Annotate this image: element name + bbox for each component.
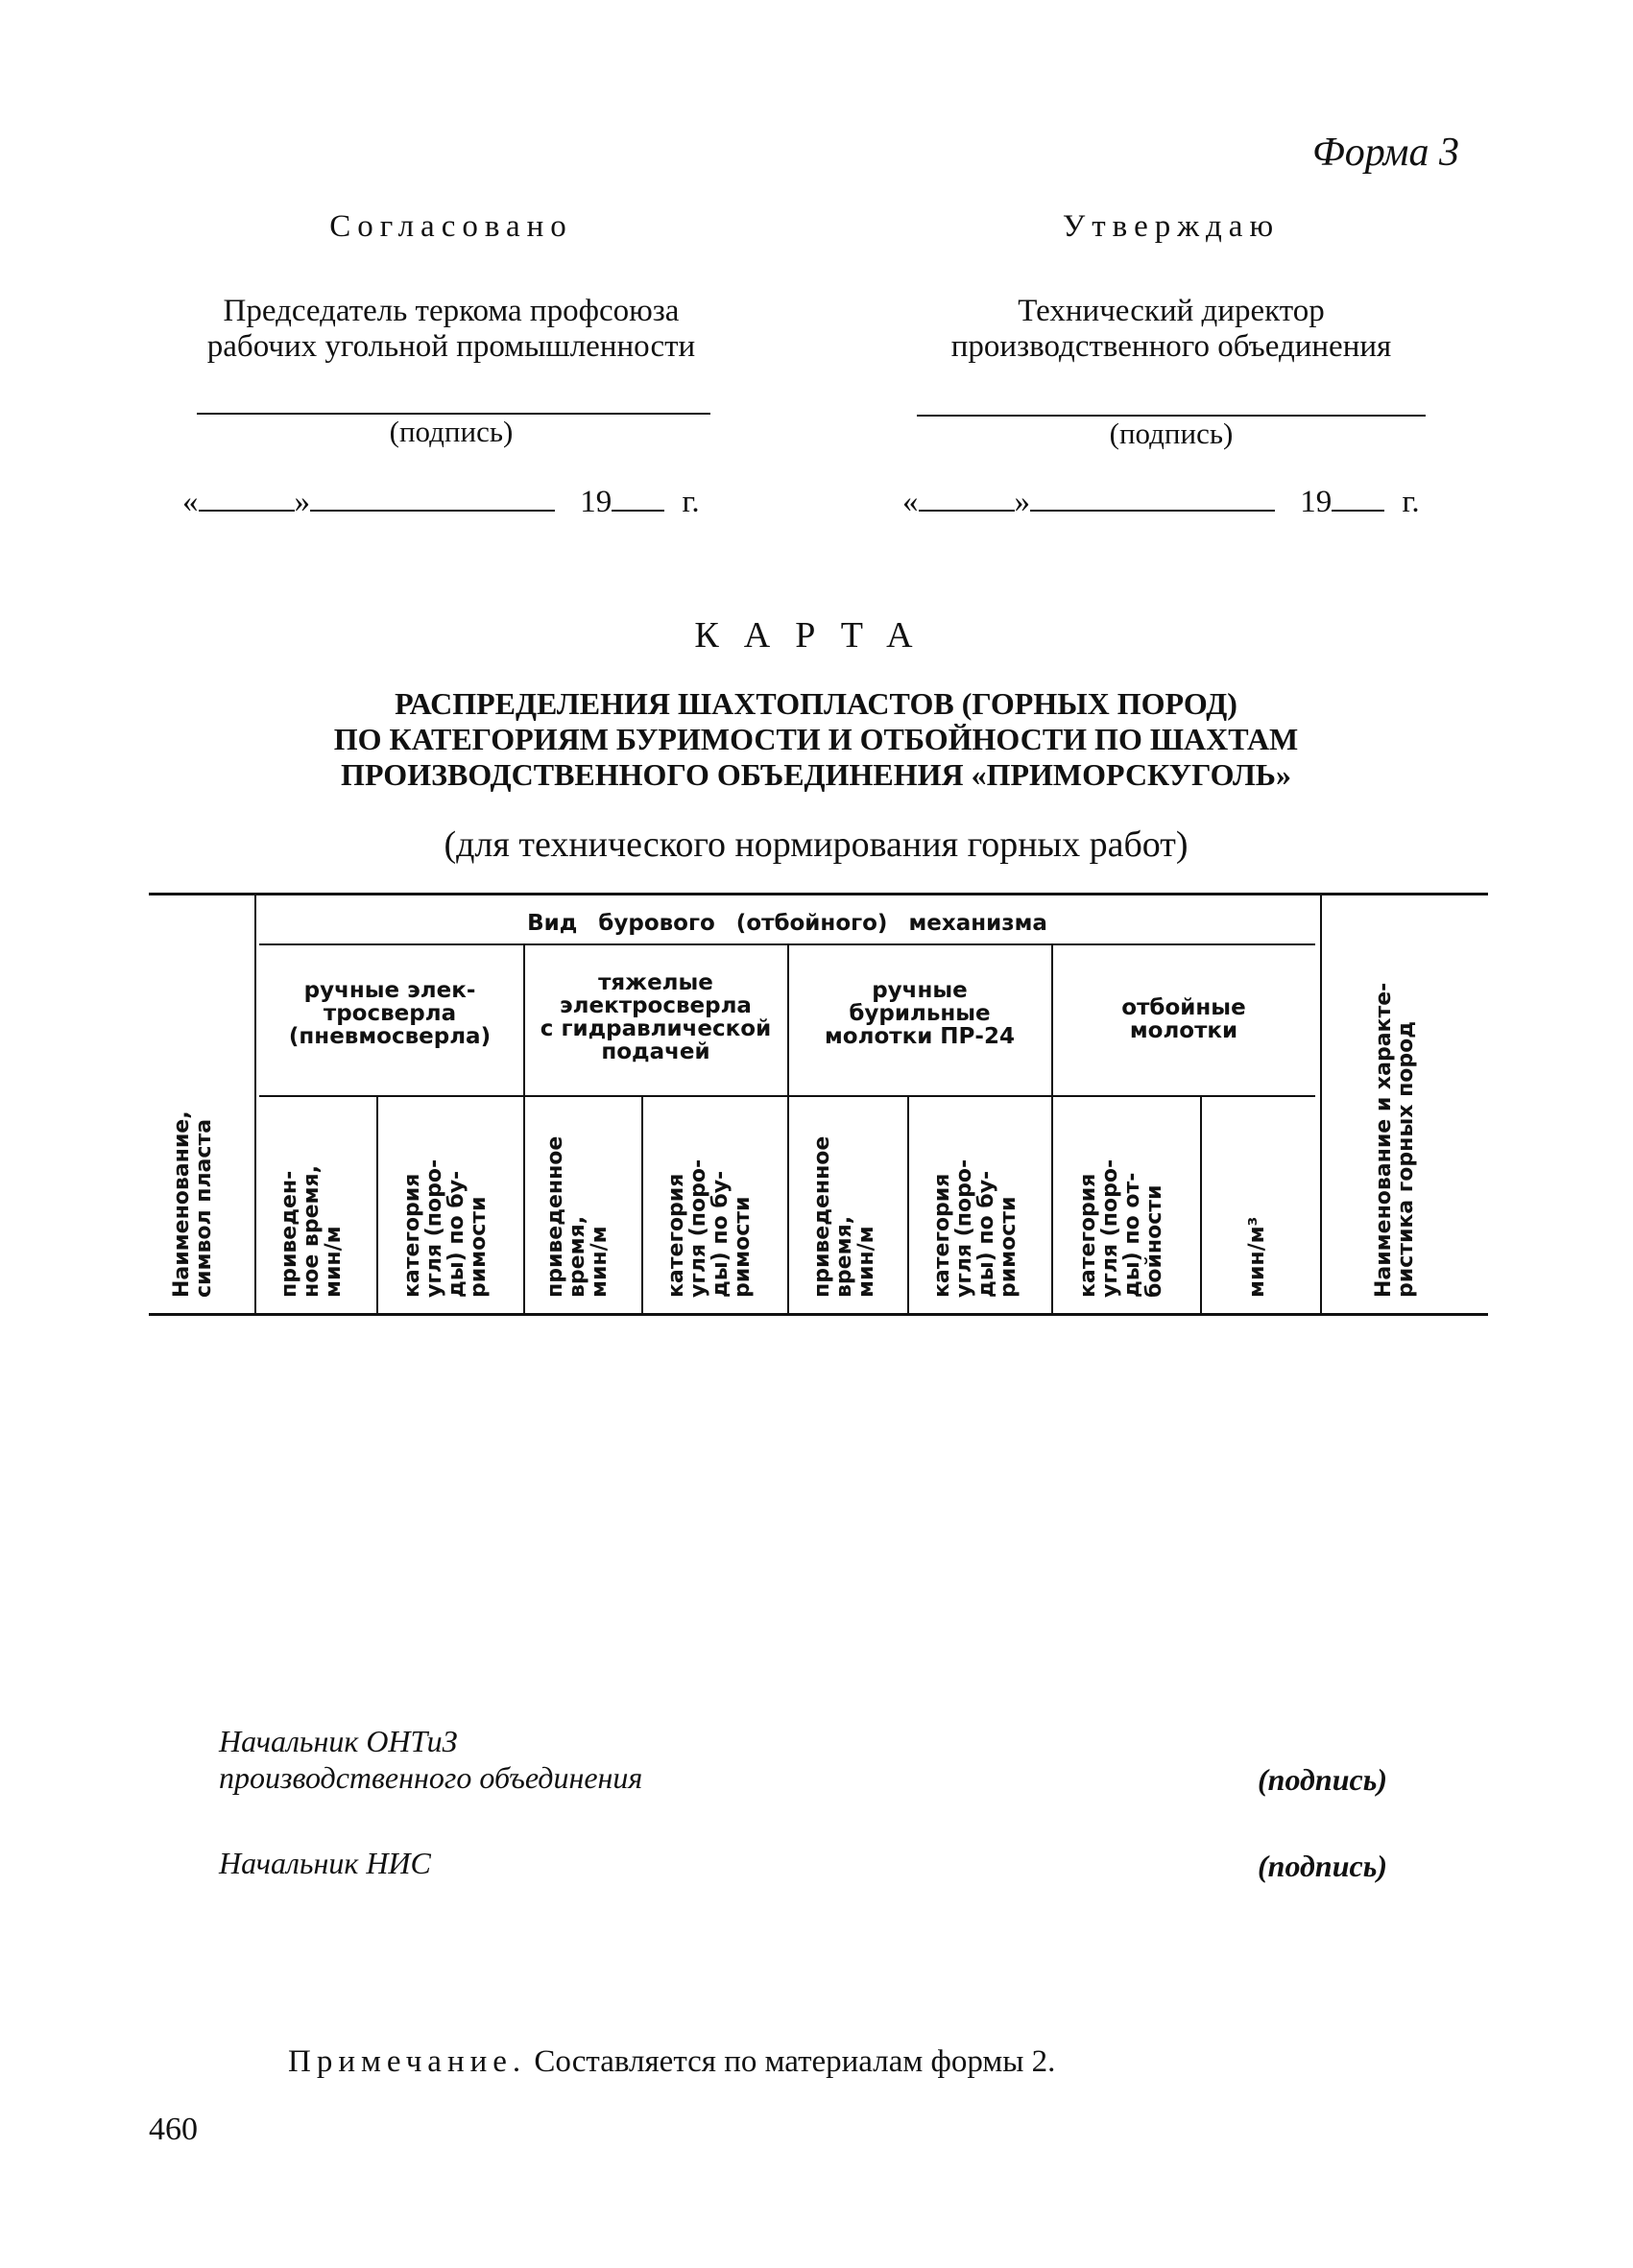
left-date-year: 19	[580, 485, 612, 519]
title-line2: ПО КАТЕГОРИЯМ БУРИМОСТИ И ОТБОЙНОСТИ ПО ШАХТАМ	[333, 722, 1299, 756]
right-date-line	[902, 485, 1420, 520]
page-number: 460	[149, 2112, 198, 2147]
group-title-2: ручные бурильные молотки ПР-24	[825, 978, 1015, 1049]
col-rule-3	[907, 1097, 909, 1313]
right-date-year: 19	[1300, 485, 1333, 519]
title-line3: ПРОИЗВОДСТВЕННОГО ОБЪЕДИНЕНИЯ «ПРИМОРСКУГОЛЬ»	[341, 757, 1291, 792]
signature-title-0: Начальник ОНТиЗ производственного объединения	[219, 1724, 643, 1795]
right-col-rule	[1320, 895, 1322, 1313]
left-approval-block	[144, 209, 758, 364]
table-top-rule	[149, 893, 1488, 895]
left-position-line1: Председатель теркома профсоюза	[223, 294, 680, 329]
left-approval-heading: Согласовано	[329, 209, 573, 244]
right-position-line2: производственного объединения	[950, 328, 1392, 364]
left-signature-caption: (подпись)	[389, 415, 514, 448]
col-rule-2	[641, 1097, 643, 1313]
column-header-3-0: категория угля (поро- ды) по от- бойности	[1076, 1158, 1166, 1298]
form-label: Форма 3	[1312, 131, 1459, 175]
column-header-0-0: приведен- ное время, мин/м	[277, 1165, 346, 1298]
note-text: Составляется по материалам формы 2.	[534, 2044, 1056, 2079]
right-approval-block	[864, 209, 1478, 364]
signature-caption-0: (подпись)	[1258, 1762, 1387, 1797]
column-header-0-1: категория угля (поро- ды) по бу- римости	[400, 1158, 491, 1298]
right-approval-heading: Утверждаю	[1062, 209, 1281, 244]
col-rule-1	[376, 1097, 378, 1313]
column-header-1-1: категория угля (поро- ды) по бу- римости	[664, 1158, 755, 1298]
title-purpose: (для технического нормирования горных работ)	[444, 824, 1189, 865]
group-title-3: отбойные молотки	[1121, 995, 1246, 1043]
column-header-2-0: приведенное время, мин/м	[810, 1135, 878, 1298]
col-rule-4	[1200, 1097, 1202, 1313]
group-title-0: ручные элек- тросверла (пневмосверла)	[288, 978, 492, 1049]
group-header: Вид бурового (отбойного) механизма	[527, 911, 1047, 936]
right-signature-caption: (подпись)	[1109, 417, 1234, 450]
title-main: КАРТА	[694, 615, 938, 656]
title-subtitle	[144, 686, 1488, 793]
left-date-open: «	[182, 485, 199, 519]
left-position-line2: рабочих угольной промышленности	[206, 328, 696, 364]
left-date-close: »	[294, 485, 310, 519]
left-column-header: Наименование, символ пласта	[170, 1110, 216, 1298]
right-date-close: »	[1014, 485, 1030, 519]
right-date-suffix: г.	[1402, 485, 1420, 519]
note-label: Примечание.	[288, 2044, 527, 2079]
left-date-suffix: г.	[682, 485, 700, 519]
right-date-open: «	[902, 485, 919, 519]
column-header-2-1: категория угля (поро- ды) по бу- римости	[930, 1158, 1021, 1298]
left-date-line	[182, 485, 700, 520]
note	[288, 2044, 1055, 2080]
column-header-3-1: мин/м³	[1245, 1216, 1269, 1298]
right-column-header: Наименование и характе- ристика горных пород	[1372, 982, 1418, 1298]
group-title-1: тяжелые электросверла с гидравлической подачей	[540, 970, 772, 1064]
title-line1: РАСПРЕДЕЛЕНИЯ ШАХТОПЛАСТОВ (ГОРНЫХ ПОРОД)	[395, 686, 1237, 721]
column-header-1-0: приведенное время, мин/м	[543, 1135, 612, 1298]
table-bottom-rule	[149, 1313, 1488, 1316]
right-position-line1: Технический директор	[1018, 294, 1325, 329]
signature-caption-1: (подпись)	[1258, 1849, 1387, 1883]
signature-title-1: Начальник НИС	[219, 1846, 431, 1880]
left-col-rule	[254, 895, 256, 1313]
